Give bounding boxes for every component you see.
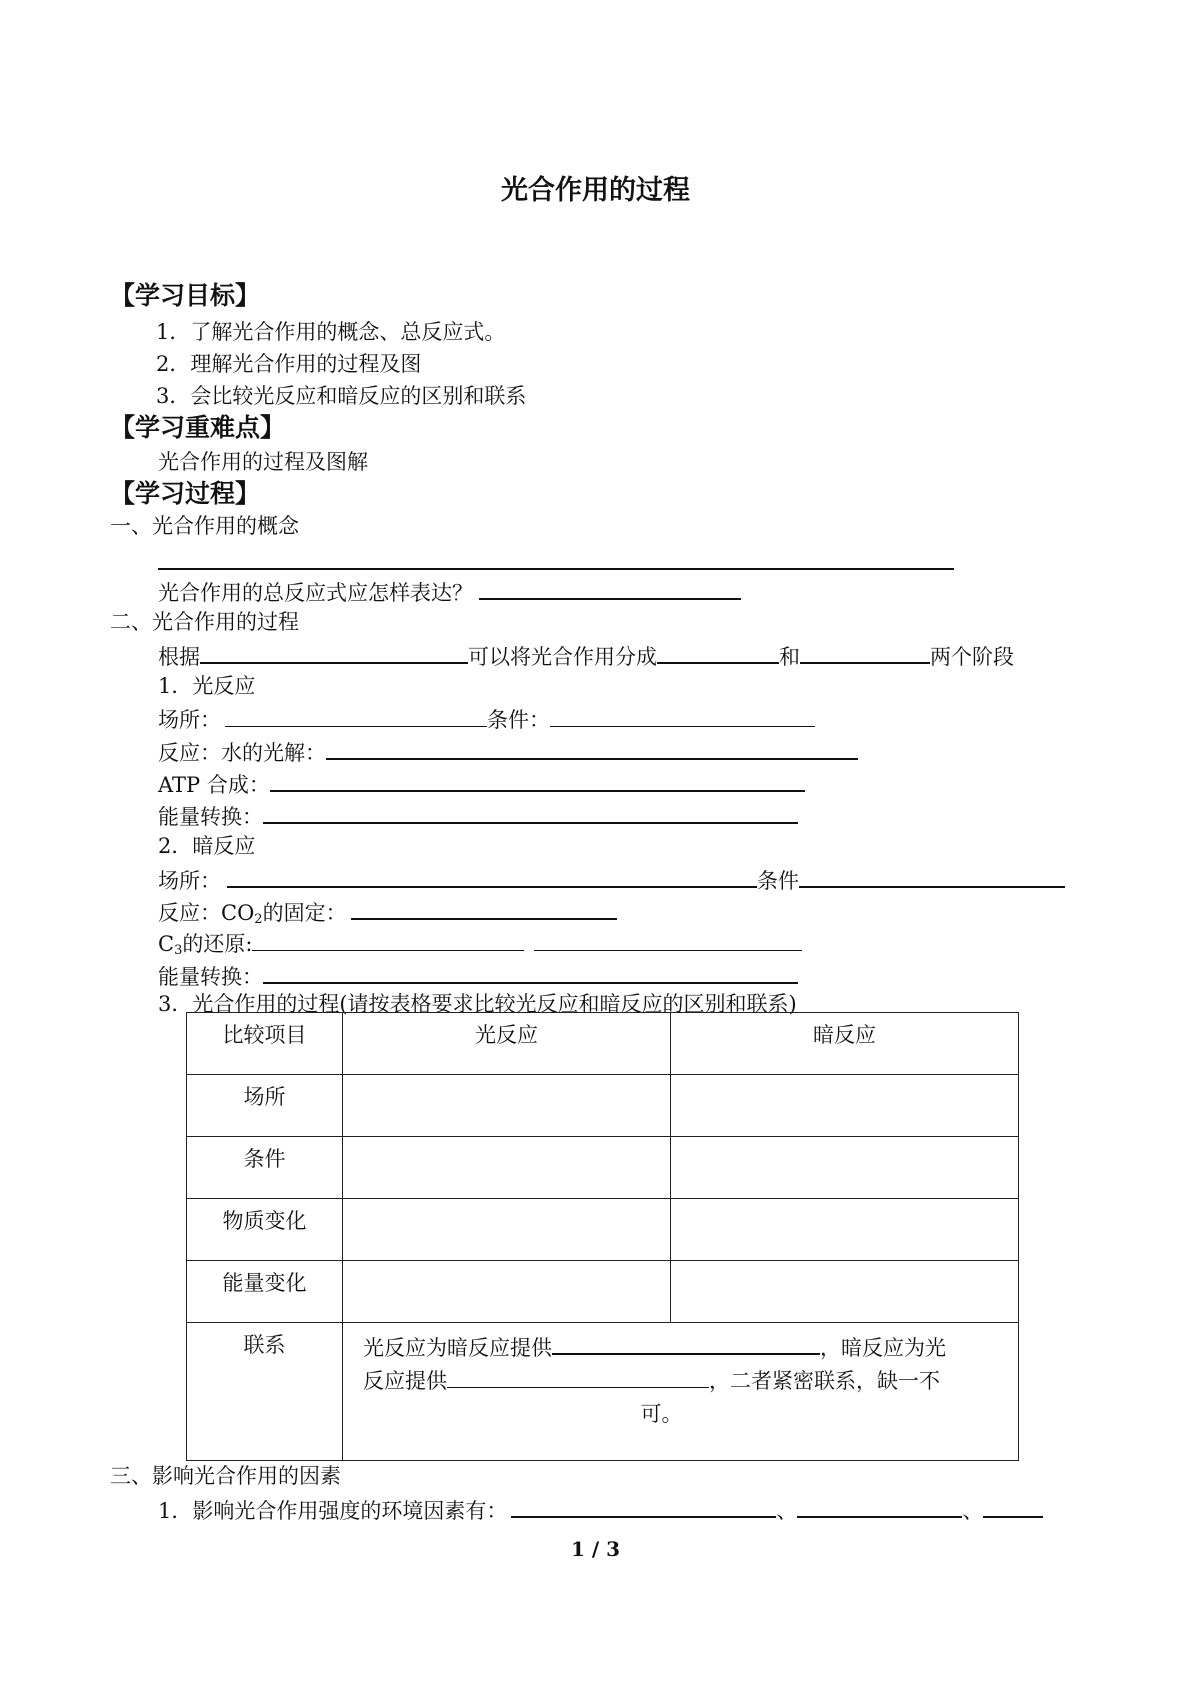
relation-text: ，暗反应为光 [820,1336,946,1360]
basis-blank[interactable] [200,640,468,664]
label: C [158,932,175,956]
answer-cell[interactable] [671,1199,1019,1261]
light-place-cond [158,704,815,734]
water-photolysis [158,736,858,767]
label: 场所： [158,869,221,893]
intro-text: 可以将光合作用分成 [468,645,657,669]
answer-cell[interactable] [343,1075,671,1137]
relation-blank-1[interactable] [552,1331,820,1355]
answer-cell[interactable] [671,1137,1019,1199]
row-label: 场所 [187,1075,343,1137]
answer-cell[interactable] [343,1137,671,1199]
concept-answer-line[interactable] [158,546,954,577]
relation-cell [343,1323,1019,1461]
water-photolysis-blank[interactable] [326,736,858,760]
c3-reduction-blank-1[interactable] [252,928,524,951]
label: 条件 [757,869,799,893]
row-label: 能量变化 [187,1261,343,1323]
dark-energy [158,960,798,991]
keypoints-header: 【学习重难点】 [110,413,286,442]
page-number: 1 / 3 [570,1537,621,1561]
goal-item: 1．了解光合作用的概念、总反应式。 [156,320,506,344]
label: 反应：水的光解： [158,741,326,765]
intro-text: 两个阶段 [930,645,1014,669]
factor-blank-1[interactable] [511,1494,776,1518]
goals-header: 【学习目标】 [110,281,261,310]
factor-blank-2[interactable] [797,1494,962,1518]
relation-text: ，二者紧密联系，缺一不 [709,1369,940,1393]
label: 反应：CO [158,901,255,925]
stage-intro [158,640,1014,671]
relation-blank-2[interactable] [447,1365,709,1388]
label: 能量转换： [158,805,263,829]
process-header: 【学习过程】 [110,479,261,508]
atp-synthesis [158,768,805,799]
atp-synthesis-blank[interactable] [270,768,805,792]
answer-cell[interactable] [671,1075,1019,1137]
stage-2-blank[interactable] [800,640,930,664]
label: 能量转换： [158,965,263,989]
dark-cond-blank[interactable] [799,864,1065,888]
table-header: 暗反应 [671,1013,1019,1075]
equation-question-text: 光合作用的总反应式应怎样表达？ [158,581,473,605]
section-3-heading: 三、影响光合作用的因素 [110,1464,341,1488]
keypoints-text: 光合作用的过程及图解 [158,450,368,474]
dark-energy-blank[interactable] [263,960,798,984]
subscript: 3 [174,943,183,958]
light-reaction-title: 1．光反应 [158,674,256,698]
light-place-blank[interactable] [225,704,487,727]
relation-text: 可。 [640,1402,683,1426]
section-2-heading: 二、光合作用的过程 [110,610,299,634]
relation-text: 反应提供 [363,1369,447,1393]
section-1-heading: 一、光合作用的概念 [110,514,299,538]
dark-place-blank[interactable] [227,864,757,888]
light-cond-blank[interactable] [550,704,815,727]
equation-question [158,576,741,607]
label: 的固定： [262,901,347,925]
label: 条件： [487,708,550,732]
label: 场所： [158,708,221,732]
comparison-table [186,1012,1019,1461]
separator: 、 [776,1499,798,1523]
answer-cell[interactable] [671,1261,1019,1323]
relation-text: 光反应为暗反应提供 [363,1336,552,1360]
goal-item: 2．理解光合作用的过程及图 [156,352,422,376]
separator: 、 [962,1499,984,1523]
table-header: 比较项目 [187,1013,343,1075]
answer-cell[interactable] [343,1261,671,1323]
equation-answer-line[interactable] [479,576,741,600]
row-label: 物质变化 [187,1199,343,1261]
row-label: 联系 [187,1323,343,1461]
page-title: 光合作用的过程 [501,175,690,206]
factor-blank-3[interactable] [983,1494,1043,1518]
factors-item [158,1494,1043,1525]
light-energy [158,800,798,831]
label: ATP 合成： [158,773,270,797]
label: 1．影响光合作用强度的环境因素有： [158,1499,508,1523]
light-energy-blank[interactable] [263,800,798,824]
goal-item: 3．会比较光反应和暗反应的区别和联系 [156,384,527,408]
co2-fixation-blank[interactable] [351,896,617,920]
row-label: 条件 [187,1137,343,1199]
table-header: 光反应 [343,1013,671,1075]
compare-instruction: 3．光合作用的过程(请按表格要求比较光反应和暗反应的区别和联系) [158,992,797,1016]
c3-reduction-blank-2[interactable] [534,928,802,951]
dark-place-cond [158,864,1065,895]
intro-text: 和 [779,645,800,669]
stage-1-blank[interactable] [657,640,779,664]
answer-cell[interactable] [343,1199,671,1261]
intro-text: 根据 [158,645,200,669]
label: 的还原: [182,932,253,956]
subscript: 2 [254,912,263,927]
dark-reaction-title: 2．暗反应 [158,834,256,858]
